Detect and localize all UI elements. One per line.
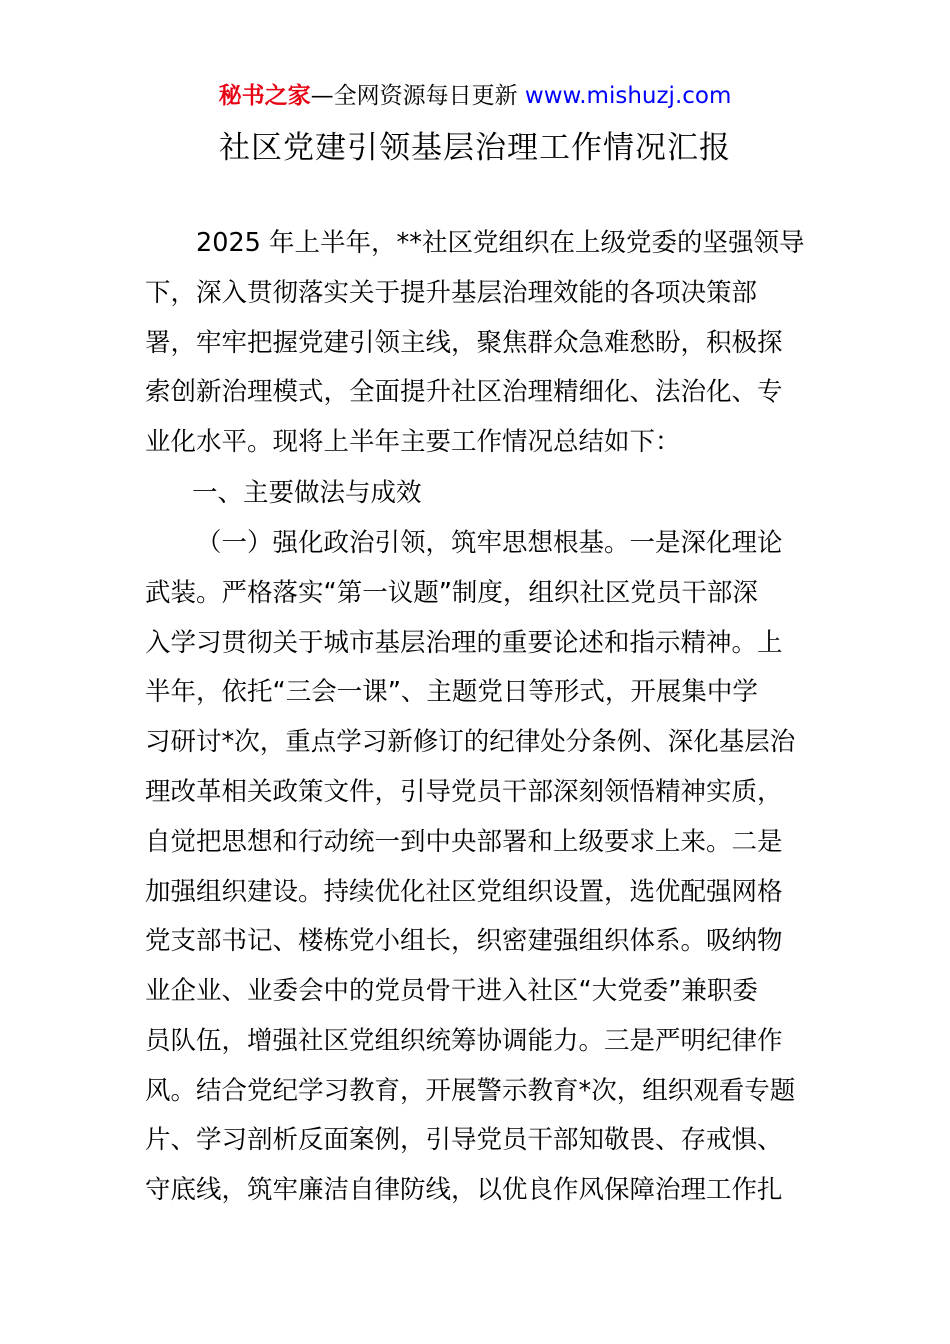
paragraph-line: 业化水平。现将上半年主要工作情况总结如下： bbox=[145, 427, 681, 457]
site-tagline: —全网资源每日更新 bbox=[310, 83, 518, 109]
paragraph-line: 武装。严格落实“第一议题”制度，组织社区党员干部深 bbox=[145, 578, 758, 608]
paragraph-line: 员队伍，增强社区党组织统筹协调能力。三是严明纪律作 bbox=[145, 1026, 783, 1056]
paragraph-line: 索创新治理模式，全面提升社区治理精细化、法治化、专 bbox=[145, 377, 783, 407]
site-header bbox=[0, 80, 950, 112]
section-heading: 一、主要做法与成效 bbox=[192, 478, 422, 508]
paragraph-line: 片、学习剖析反面案例，引导党员干部知敬畏、存戒惧、 bbox=[145, 1125, 783, 1155]
paragraph-line: 半年，依托“三会一课”、主题党日等形式，开展集中学 bbox=[145, 677, 758, 707]
paragraph-line: 业企业、业委会中的党员骨干进入社区“大党委”兼职委 bbox=[145, 976, 758, 1006]
paragraph-line: 党支部书记、楼栋党小组长，织密建强组织体系。吸纳物 bbox=[145, 926, 783, 956]
paragraph-line: （一）强化政治引领，筑牢思想根基。一是深化理论 bbox=[196, 528, 783, 558]
paragraph-line: 署，牢牢把握党建引领主线，聚焦群众急难愁盼，积极探 bbox=[145, 328, 783, 358]
paragraph-line: 习研讨*次，重点学习新修订的纪律处分条例、深化基层治 bbox=[145, 727, 796, 757]
paragraph-line: 2025 年上半年，**社区党组织在上级党委的坚强领导 bbox=[196, 228, 805, 258]
site-url-link[interactable]: www.mishuzj.com bbox=[524, 83, 732, 109]
paragraph-line: 理改革相关政策文件，引导党员干部深刻领悟精神实质， bbox=[145, 777, 783, 807]
paragraph-line: 风。结合党纪学习教育，开展警示教育*次，组织观看专题 bbox=[145, 1076, 796, 1106]
paragraph-line: 守底线，筑牢廉洁自律防线，以优良作风保障治理工作扎 bbox=[145, 1175, 783, 1205]
paragraph-line: 加强组织建设。持续优化社区党组织设置，选优配强网格 bbox=[145, 877, 783, 907]
brand-name: 秘书之家 bbox=[218, 83, 311, 109]
paragraph-line: 入学习贯彻关于城市基层治理的重要论述和指示精神。上 bbox=[145, 628, 783, 658]
document-title: 社区党建引领基层治理工作情况汇报 bbox=[219, 130, 731, 166]
paragraph-line: 自觉把思想和行动统一到中央部署和上级要求上来。二是 bbox=[145, 827, 783, 857]
paragraph-line: 下，深入贯彻落实关于提升基层治理效能的各项决策部 bbox=[145, 278, 758, 308]
